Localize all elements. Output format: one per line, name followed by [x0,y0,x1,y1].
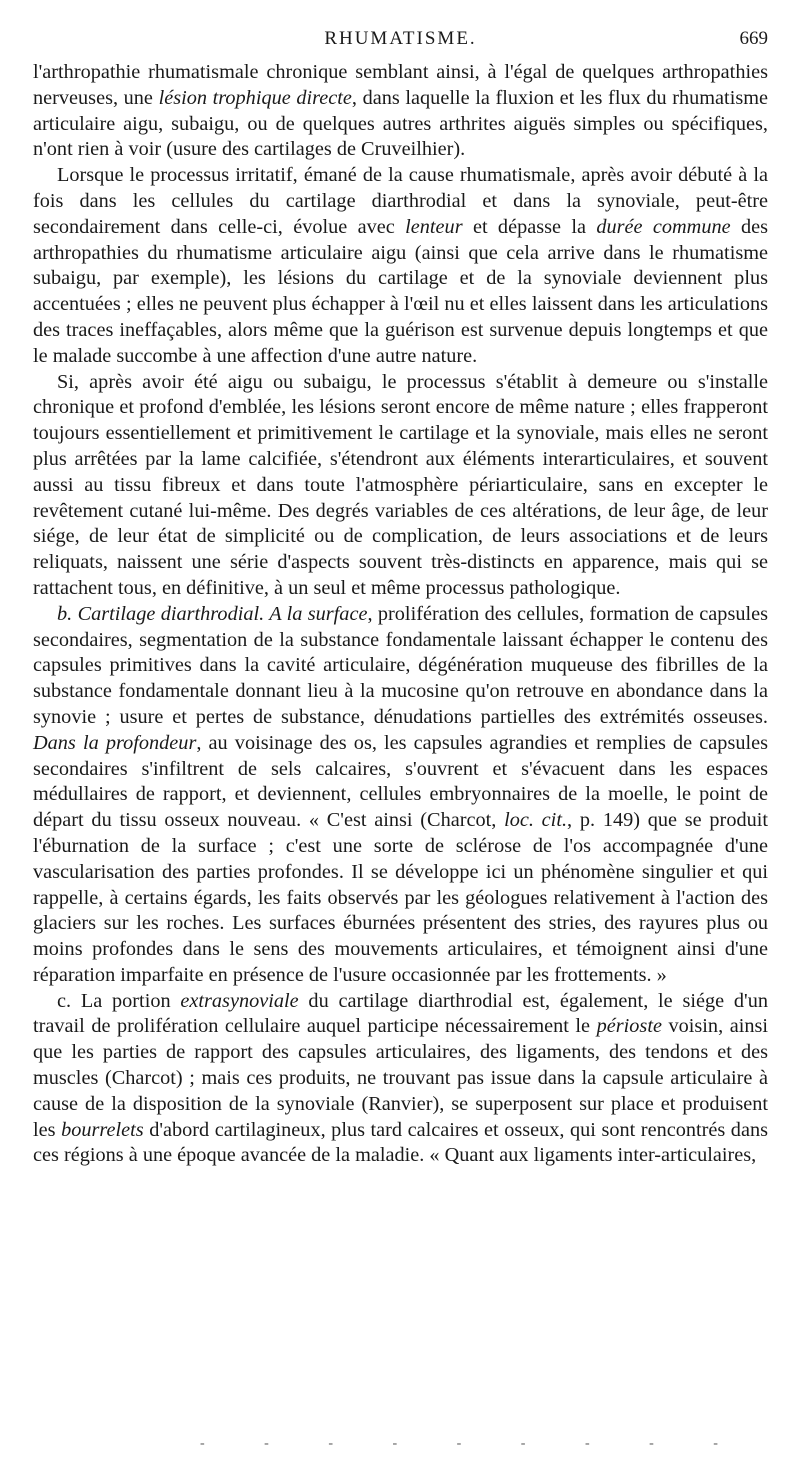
text-run: , prolifération des cellules, formation de capsules secondaires, segmentation de la substance fondamentale laissant échapper le contenu des capsules primitives dans la cavité articulaire, dégénération muqueuse des fibrilles de la substance fondamentale donnant lieu à la mucosine qu'on retrouve en abondance dans la synovie ; usure et pertes de substance, dénudations partielles des extrémités osseuses. [33,602,769,728]
text-run: des arthropathies du rhumatisme articulaire aigu (ainsi que cela arrive dans le rhumatisme subaigu, par exemple), les lésions du cartilage et de la synoviale deviennent plus accentuées ; elles ne peuvent plus échapper à l'œil nu et elles laissent dans les articulations des traces ineffaçables, alors même que la guérison est survenue depuis longtemps et que le malade succombe à une affection d'une autre nature. [33,215,768,367]
body-text [33,60,768,1169]
running-title: RHUMATISME. [324,28,477,49]
text-run: , p. 149) que se produit l'éburnation de la surface ; c'est une sorte de sclérose de l'os accompagnée d'une vascularisation des parties profondes. Il se développe ici un phénomène singulier et qui rappelle, à certains égards, les faits observés par les géologues relativement à l'action des glaciers sur les roches. Les surfaces éburnées présentent des stries, des rayures plus ou moins profondes dans le sens des mouvements articulaires, et témoignent ainsi d'une réparation imparfaite en présence de l'usure occasionnée par les frottements. » [33,809,769,986]
paragraph [33,163,768,369]
text-run: d'abord cartilagineux, plus tard calcaires et osseux, qui sont rencontrés dans ces régions à une époque avancée de la maladie. « Quant aux ligaments inter-articulaires, [33,1118,768,1167]
italic-text: lésion trophique directe [158,86,352,109]
text-run: l'arthropathie rhumatismale chronique semblant ainsi, à l'égal de quelques arthropathies nerveuses, une [33,61,768,109]
paragraph [33,602,768,989]
italic-text: périoste [596,1015,662,1038]
page-number: 669 [739,28,768,49]
text-run: et dépasse la [462,215,597,238]
paragraph [33,60,768,163]
text-run: voisin, ainsi que les parties de rapport des capsules articulaires, des ligaments, des tendons et des muscles (Charcot) ; mais ces produits, ne trouvant pas issue dans la capsule articulaire à cause de la disposition de la synoviale (Ranvier), se superposent sur place et produisent les [33,1015,768,1141]
text-run: , dans laquelle la fluxion et les flux du rhumatisme articulaire aigu, subaigu, ou de quelques autres arthrites aiguës simples ou spécifiques, n'ont rien à voir (usure des cartilages de Cruveilhier). [33,86,768,161]
italic-text: loc. cit. [504,809,568,832]
italic-text: durée commune [596,215,731,238]
italic-text: Dans la profondeur [33,731,197,754]
text-run: du cartilage diarthrodial est, également, le siége d'un travail de prolifération cellulaire auquel participe nécessairement le [33,989,768,1038]
text-run: c. La portion [57,989,181,1012]
italic-text: b. Cartilage diarthrodial. A la surface [57,602,368,625]
italic-text: bourrelets [61,1118,144,1141]
text-run: Si, après avoir été aigu ou subaigu, le processus s'établit à demeure ou s'installe chronique et profond d'emblée, les lésions seront encore de même nature ; elles frapperont toujours essentiellement et primitivement le cartilage et la synoviale, mais elles ne seront plus arrêtées par la lame calcifiée, s'étendront aux éléments interarticulaires, et souvent aussi au tissu fibreux et dans toute l'atmosphère périarticulaire, sans en excepter le revêtement cutané lui-même. Des degrés variables de ces altérations, de leur âge, de leur siége, de leur état de simplicité ou de complication, de leurs associations et de leurs reliquats, naissent une série d'aspects souvent très-distincts en apparence, mais qui se rattachent tous, en définitive, à un seul et même processus pathologique. [33,370,768,599]
running-head [33,28,768,54]
paragraph [33,989,768,1170]
text-run: , au voisinage des os, les capsules agrandies et remplies de capsules secondaires s'infiltrent de sels calcaires, s'ouvrent et s'évacuent dans les espaces médullaires de rapport, et deviennent, cellules embryonnaires de la moelle, le point de départ du tissu osseux nouveau. « C'est ainsi (Charcot, [33,731,769,832]
italic-text: lenteur [405,215,463,238]
bottom-margin-marks: - - - - - - - - - [200,1436,746,1451]
text-run: Lorsque le processus irritatif, émané de la cause rhumatismale, après avoir débuté à la fois dans les cellules du cartilage diarthrodial et dans la synoviale, peut-être secondairement dans celle-ci, évolue avec [33,164,768,238]
italic-text: extrasynoviale [180,989,299,1012]
paragraph [33,370,768,602]
